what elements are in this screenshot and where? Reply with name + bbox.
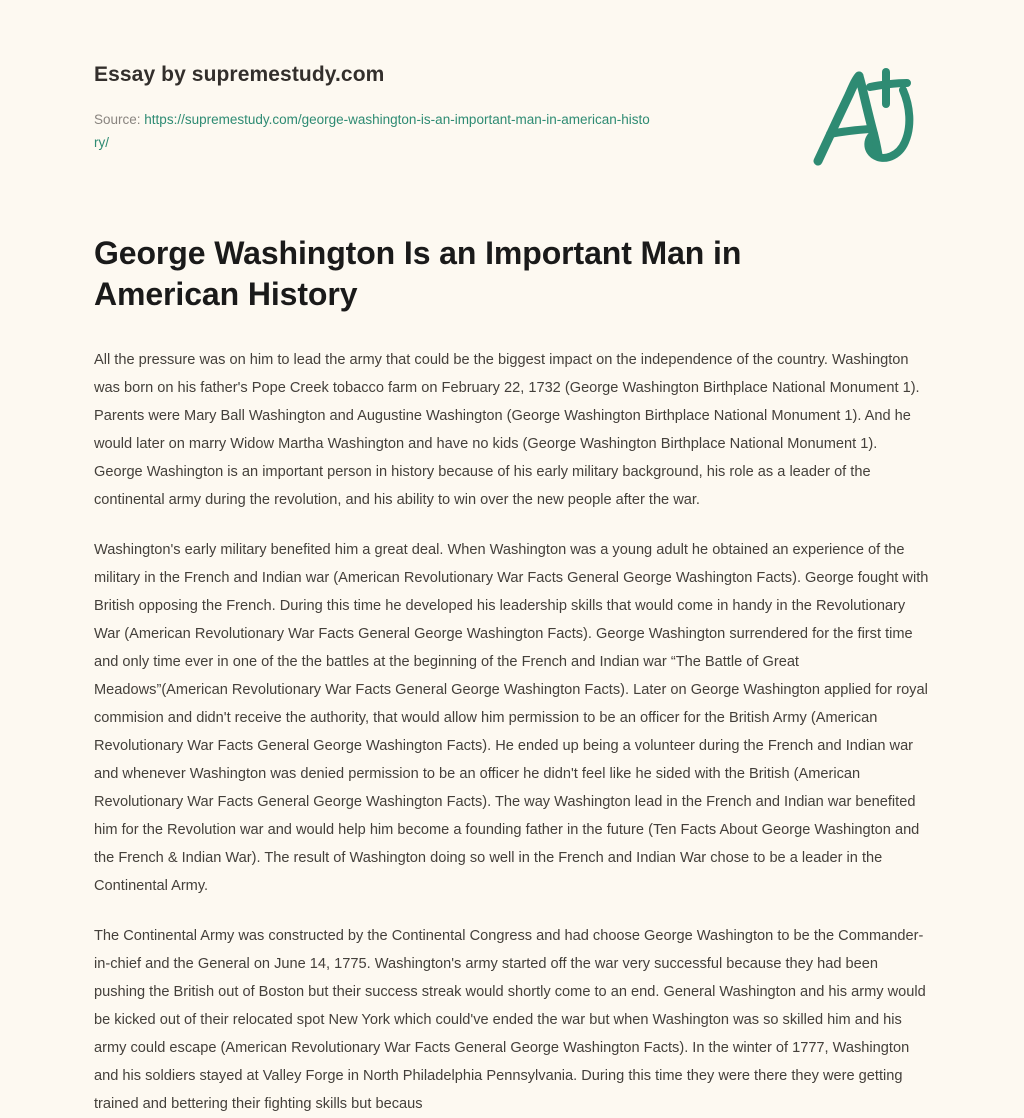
source-label: Source:	[94, 112, 141, 128]
paragraph: The Continental Army was constructed by the Continental Congress and had choose George Washington to be the Commander-in-chief and the General on June 14, 1775. Washington's army started off the war very successful because they had been pushing the British out of Boston but their success streak would shortly come to an end. General Washington and his army would be kicked out of their relocated spot New York which could've ended the war but when Washington was so skilled him and his army could escape (American Revolutionary War Facts General George Washington Facts). In the winter of 1777, Washington and his soldiers stayed at Valley Forge in North Philadelphia Pennsylvania. During this time they were there they were getting trained and bettering their fighting skills but becaus	[94, 928, 926, 1113]
paragraph: All the pressure was on him to lead the army that could be the biggest impact on the independence of the country. Washington was born on his father's Pope Creek tobacco farm on February 22, 1732 (George Washington Birthplace National Monument 1). Parents were Mary Ball Washington and Augustine Washington (George Washington Birthplace National Monument 1). And he would later on marry Widow Martha Washington and have no kids (George Washington Birthplace National Monument 1). George Washington is an important person in history because of his early military background, his role as a leader of the continental army during the revolution, and his ability to win over the new people after the war.	[94, 351, 920, 508]
article-body	[94, 316, 930, 1118]
source-line	[94, 108, 654, 154]
page-title: George Washington Is an Important Man in American History	[94, 234, 742, 313]
byline: Essay by supremestudy.com	[94, 63, 385, 86]
document-header	[94, 0, 930, 155]
a-plus-logo-icon	[804, 62, 930, 180]
source-url-link[interactable]: https://supremestudy.com/george-washington-is-an-important-man-in-american-history/	[94, 112, 650, 151]
paragraph: Washington's early military benefited him a great deal. When Washington was a young adult he obtained an experience of the military in the French and Indian war (American Revolutionary War Facts General George Washington Facts). George fought with British opposing the French. During this time he developed his leadership skills that would come in handy in the Revolutionary War (American Revolutionary War Facts General George Washington Facts). George Washington surrendered for the first time and only time ever in one of the the battles at the beginning of the French and Indian war “The Battle of Great Meadows”(American Revolutionary War Facts General George Washington Facts). Later on George Washington applied for royal commision and didn't receive the authority, that would allow him permission to be an officer for the British Army (American Revolutionary War Facts General George Washington Facts). He ended up being a volunteer during the French and Indian war and whenever Washington was denied permission to be an officer he didn't feel like he sided with the British (American Revolutionary War Facts General George Washington Facts). The way Washington lead in the French and Indian war benefited him for the Revolution war and would help him become a founding father in the future (Ten Facts About George Washington and the French & Indian War). The result of Washington doing so well in the French and Indian War chose to be a leader in the Continental Army.	[94, 541, 929, 895]
